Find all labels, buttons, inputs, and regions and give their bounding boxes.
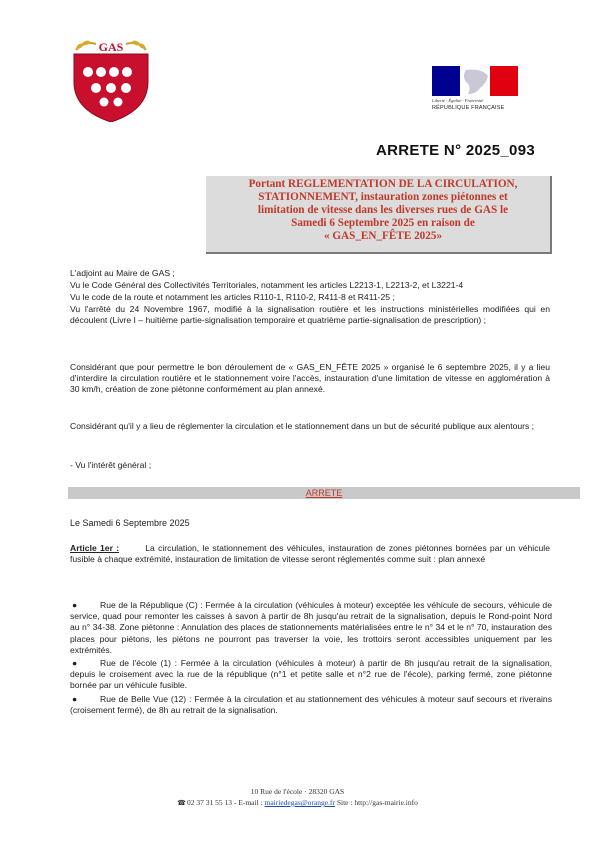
street-regulations-list <box>70 600 552 718</box>
bullet-icon: ● <box>72 693 78 704</box>
footer-email-link[interactable]: mairiedegas@orange.fr <box>264 798 335 807</box>
title-line: STATIONNEMENT, instauration zones piétonnes et <box>258 191 508 203</box>
republic-motto: Liberté · Égalité · Fraternité <box>432 98 484 103</box>
preamble-vu-cgct: Vu le Code Général des Collectivités Territoriales, notamment les articles L2213-1, L2213-2, et L3221-4 <box>70 280 464 290</box>
preamble-vu-code-route: Vu le code de la route et notamment les articles R110-1, R110-2, R411-8 et R411-25 ; <box>70 292 395 302</box>
article-1-heading: Article 1er : <box>70 543 120 553</box>
footer-email-label: - E-mail : <box>233 798 263 807</box>
bullet-icon: ● <box>72 658 78 669</box>
title-line: « GAS_EN_FÊTE 2025» <box>323 230 443 242</box>
article-1 <box>70 543 550 565</box>
preamble-interet-general: - Vu l'intérêt général ; <box>70 460 152 470</box>
crest-name: GAS <box>98 40 124 54</box>
footer-site-link[interactable]: http://gas-mairie.info <box>354 798 418 807</box>
preamble-vu-arrete-1967: Vu l'arrêté du 24 Novembre 1967, modifié à la signalisation routière et les instructions ministérielles modifiées qui en découlent (Livre I – huitième partie-signalisation temporaire et quatrième partie-signalisation de prescription) ; <box>70 304 550 326</box>
republique-francaise-label: RÉPUBLIQUE FRANÇAISE <box>432 105 505 111</box>
title-line: Samedi 6 Septembre 2025 en raison de <box>291 217 475 229</box>
list-item: ● Rue de la République (C) : Fermée à la circulation (véhicules à moteur) exceptée les véhicule de secours, véhicule de service, quad pour remonter les caisses à savon à partir de 8h jusqu'au retrait de la signalisation, depuis le Rond-point Nord au n° 34-38. Zone piétonne : Annulation des places de stationnements matérialisées entre le n° 34 et le n° 70, instauration des places pour piétons, les piétons ne pourront pas traverser la voie, les trottoirs seront accessibles uniquement par les extrémités. <box>70 600 552 655</box>
footer-phone: 02 37 31 55 13 <box>187 798 233 807</box>
title-line: limitation de vitesse dans les diverses rues de GAS le <box>257 204 509 216</box>
preamble-considerant-2: Considérant qu'il y a lieu de réglementer la circulation et le stationnement dans un but de sécurité publique aux alentours ; <box>70 421 535 431</box>
title-line: Portant REGLEMENTATION DE LA CIRCULATION, <box>248 178 518 190</box>
date-line: Le Samedi 6 Septembre 2025 <box>70 518 190 528</box>
arrete-number: ARRETE N° 2025_093 <box>376 142 535 159</box>
arrete-section-label: ARRETE <box>305 488 343 498</box>
list-item: ● Rue de l'école (1) : Fermée à la circulation (véhicules à moteur) à partir de 8h jusqu'au retrait de la signalisation, depuis le croisement avec la rue de la république (n°1 et petite salle et n°2 rue de l'école), parking fermé, zone piétonne bornée par un véhicule fusible. <box>70 658 552 691</box>
article-1-text: La circulation, le stationnement des véhicules, instauration de zones piétonnes bornées par un véhicule fusible à chaque extrémité, instauration de limitation de vitesse seront réglementés comme suit : plan annexé <box>70 543 550 565</box>
gas-coat-of-arms-logo <box>66 36 156 122</box>
bullet-icon: ● <box>72 600 78 610</box>
arrete-title <box>214 178 552 243</box>
preamble-considerant-1: Considérant que pour permettre le bon déroulement de « GAS_EN_FÊTE 2025 » organisé le 6 septembre 2025, il y a lieu d'interdire la circulation routière et le stationnement voire l'accès, instauration d'une limitation de vitesse en agglomération à 30 km/h, création de zone piétonne conformément au plan annexé. <box>70 362 550 395</box>
footer-site-label: Site : <box>336 798 353 807</box>
phone-icon: ☎ <box>177 799 186 807</box>
footer-contact <box>0 798 595 807</box>
footer-address: 10 Rue de l'école · 28320 GAS <box>250 787 345 796</box>
arrete-section-band <box>68 487 580 499</box>
preamble-adjoint: L'adjoint au Maire de GAS ; <box>70 268 175 278</box>
list-item: ● Rue de Belle Vue (12) : Fermée à la circulation et au stationnement des véhicules à moteur sauf secours et riverains (croisement fermé), de 8h au retrait de la signalisation. <box>70 693 552 715</box>
